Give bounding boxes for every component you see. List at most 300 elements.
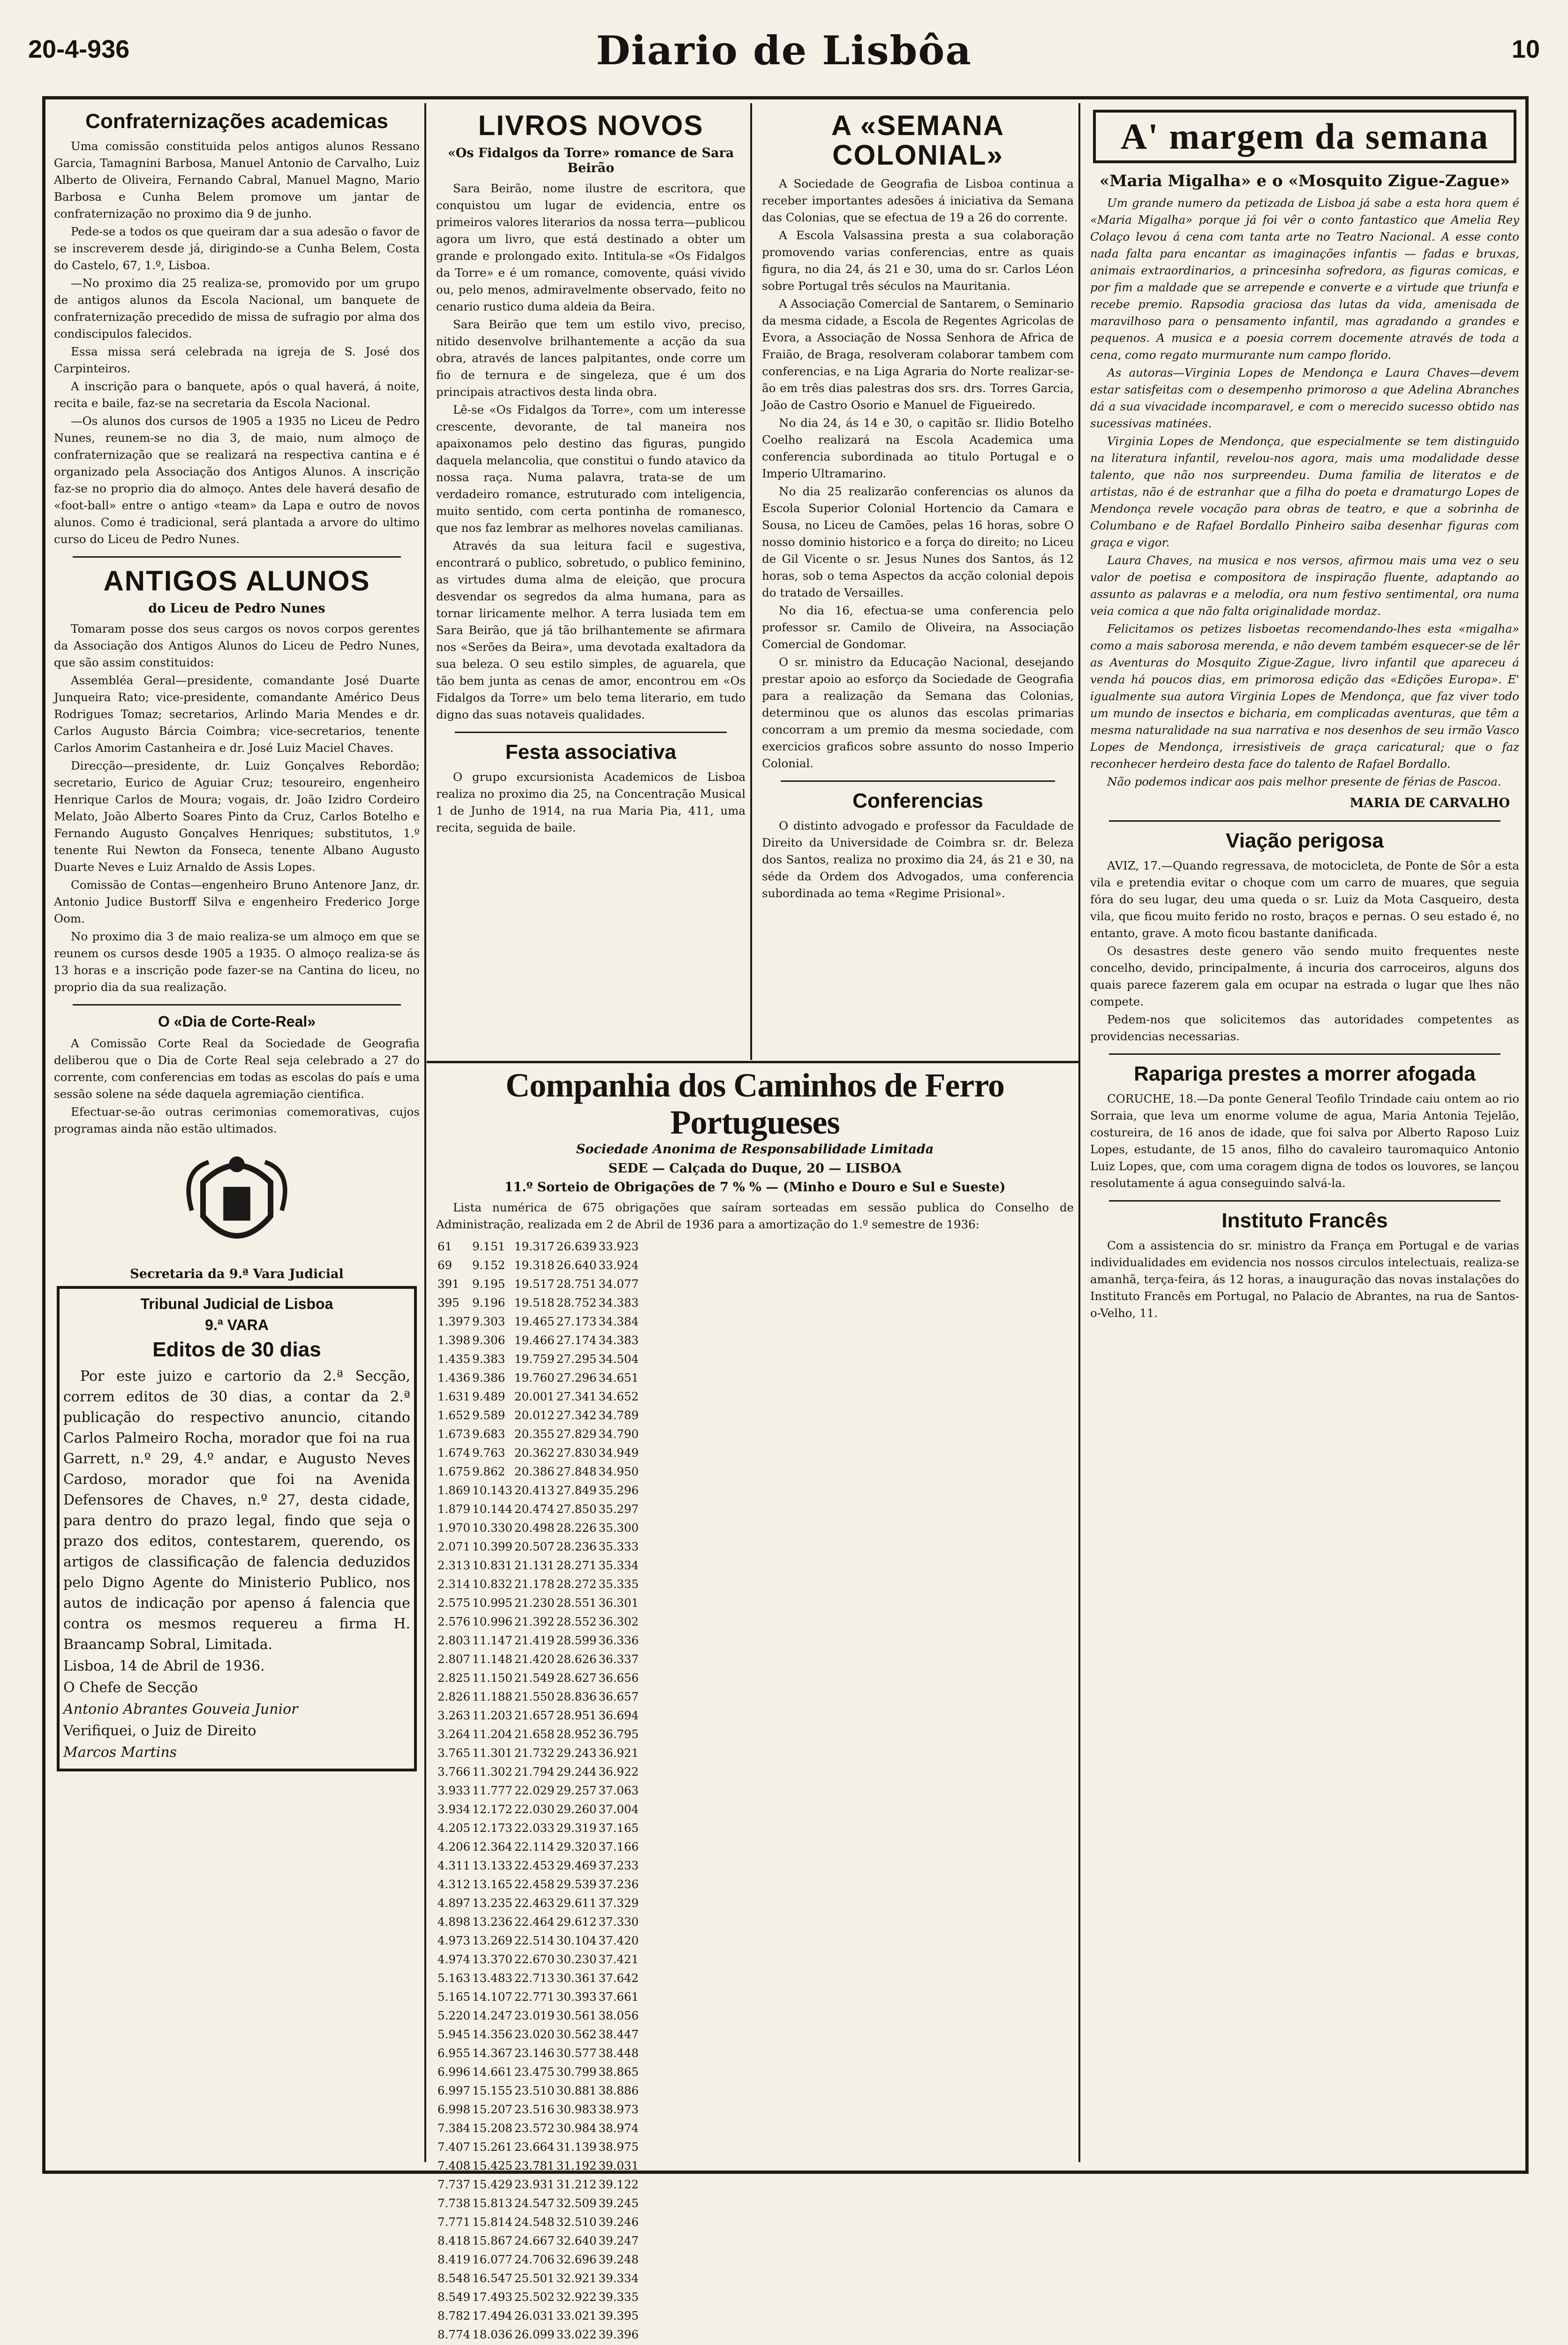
table-row bbox=[437, 1444, 639, 1462]
paragraph: Tomaram posse dos seus cargos os novos corpos gerentes da Associação dos Antigos Alunos do Liceu de Pedro Nunes, que são assim constituidos: bbox=[54, 621, 420, 669]
article-title-corte-real: O «Dia de Corte-Real» bbox=[158, 1013, 316, 1030]
bond-number-cell: 35.300 bbox=[598, 1520, 639, 1535]
paragraph: Os desastres deste genero vão sendo muito frequentes neste concelho, devido, principalmente, á incuria dos carroceiros, alguns dos quais parece fazerem gala em ocupar na estrada o lugar que lhes não compete. bbox=[1090, 944, 1519, 1008]
table-row bbox=[437, 1894, 639, 1912]
bond-number-cell: 35.335 bbox=[598, 1577, 639, 1591]
table-row bbox=[437, 2101, 639, 2118]
bond-number-cell: 11.204 bbox=[472, 1727, 513, 1741]
bond-number-cell: 33.923 bbox=[598, 1239, 639, 1253]
paragraph: A Escola Valsassina presta a sua colaboração promovendo varias conferencias, entre as quais figura, no dia 24, ás 21 e 30, uma do sr. Carlos Léon sobre Portugal três séculos na Mauritania. bbox=[762, 228, 1074, 293]
bond-number-cell: 4.897 bbox=[437, 1896, 471, 1910]
paragraph: Lista numérica de 675 obrigações que saíram sorteadas em sessão publica do Conselho de Administração, realizada em 2 de Abril de 1936 para a amortização do 1.º semestre de 1936: bbox=[436, 1200, 1074, 1231]
table-row bbox=[437, 1857, 639, 1875]
bond-number-cell: 32.509 bbox=[556, 2196, 597, 2210]
bond-number-cell: 30.577 bbox=[556, 2046, 597, 2060]
table-row bbox=[437, 2007, 639, 2025]
bond-number-cell: 23.019 bbox=[514, 2008, 555, 2022]
table-row bbox=[437, 1932, 639, 1950]
bond-number-cell: 1.397 bbox=[437, 1314, 471, 1328]
bond-number-cell: 31.192 bbox=[556, 2158, 597, 2172]
bond-number-cell: 10.996 bbox=[472, 1614, 513, 1628]
bond-number-cell: 35.296 bbox=[598, 1483, 639, 1497]
bond-number-cell: 39.247 bbox=[598, 2233, 639, 2247]
bond-number-cell: 16.077 bbox=[472, 2252, 513, 2266]
bond-number-cell: 36.921 bbox=[598, 1746, 639, 1760]
bond-number-table bbox=[436, 1237, 1074, 2345]
bond-number-cell: 4.312 bbox=[437, 1877, 471, 1891]
bond-number-cell: 4.206 bbox=[437, 1839, 471, 1853]
bond-number-cell: 9.306 bbox=[472, 1333, 505, 1347]
bond-number-cell: 30.561 bbox=[556, 2008, 597, 2022]
masthead: Diario de Lisbôa bbox=[596, 27, 972, 74]
table-row bbox=[437, 1725, 639, 1743]
column-rule-1 bbox=[424, 103, 426, 2162]
edital-signature: Antonio Abrantes Gouveia Junior bbox=[63, 1701, 298, 1717]
bond-number-cell: 37.166 bbox=[598, 1839, 639, 1853]
bond-number-cell: 37.642 bbox=[598, 1971, 639, 1985]
bond-number-cell: 36.922 bbox=[598, 1764, 639, 1778]
paragraph: Pede-se a todos os que queiram dar a sua adesão o favor de se inscreverem desde já, dirigindo-se a Cunha Belem, Costa do Castelo, 67, 1.º, Lisboa. bbox=[54, 225, 420, 272]
bond-number-cell: 4.311 bbox=[437, 1858, 471, 1872]
table-row bbox=[437, 1988, 639, 2006]
table-row bbox=[437, 1969, 639, 1987]
bond-number-cell: 36.795 bbox=[598, 1727, 639, 1741]
bond-number-cell: 1.398 bbox=[437, 1333, 471, 1347]
column-rule-2 bbox=[750, 103, 752, 1060]
company-title: Companhia dos Caminhos de Ferro Portugueses bbox=[505, 1067, 1004, 1142]
paragraph: A Sociedade de Geografia de Lisboa continua a receber importantes adesões á iniciativa da Semana das Colonias, que se efectua de 19 a 26 do corrente. bbox=[762, 177, 1074, 224]
bond-number-cell: 14.661 bbox=[472, 2065, 513, 2079]
column-3 bbox=[762, 108, 1074, 1055]
bond-number-cell: 29.611 bbox=[556, 1896, 597, 1910]
article-subtitle: «Os Fidalgos da Torre» romance de Sara Beirão bbox=[447, 146, 734, 176]
bond-number-cell: 9.151 bbox=[472, 1239, 505, 1253]
article-title-livros-novos: LIVROS NOVOS bbox=[478, 110, 704, 141]
bond-number-cell: 15.429 bbox=[472, 2177, 513, 2191]
bond-number-cell: 34.077 bbox=[598, 1277, 639, 1291]
bond-number-cell: 34.949 bbox=[598, 1445, 639, 1460]
bond-number-cell: 20.507 bbox=[514, 1539, 555, 1553]
bond-number-cell: 37.233 bbox=[598, 1858, 639, 1872]
bond-number-cell: 2.576 bbox=[437, 1614, 471, 1628]
table-row bbox=[437, 1350, 639, 1368]
bond-number-cell: 3.766 bbox=[437, 1764, 471, 1778]
table-row bbox=[437, 1632, 639, 1649]
bond-number-cell: 37.661 bbox=[598, 1989, 639, 2004]
bond-number-cell: 36.694 bbox=[598, 1708, 639, 1722]
bond-number-cell: 9.683 bbox=[472, 1427, 505, 1441]
bond-number-cell: 23.146 bbox=[514, 2046, 555, 2060]
bond-number-cell: 69 bbox=[437, 1258, 452, 1272]
divider bbox=[73, 1004, 401, 1006]
bond-number-cell: 15.867 bbox=[472, 2233, 513, 2247]
company-notice bbox=[436, 1067, 1074, 2341]
bond-number-cell: 28.751 bbox=[556, 1277, 597, 1291]
bond-number-cell: 38.973 bbox=[598, 2102, 639, 2116]
bond-number-cell: 10.832 bbox=[472, 1577, 513, 1591]
bond-number-cell: 34.383 bbox=[598, 1295, 639, 1309]
bond-number-cell: 35.333 bbox=[598, 1539, 639, 1553]
bond-number-cell: 20.413 bbox=[514, 1483, 555, 1497]
divider bbox=[781, 780, 1055, 782]
bond-number-cell: 5.163 bbox=[437, 1971, 471, 1985]
bond-number-cell: 11.777 bbox=[472, 1783, 513, 1797]
bond-number-cell: 29.260 bbox=[556, 1802, 597, 1816]
table-row bbox=[437, 1669, 639, 1687]
table-row bbox=[437, 1613, 639, 1631]
bond-number-cell: 28.236 bbox=[556, 1539, 597, 1553]
bond-number-cell: 22.453 bbox=[514, 1858, 555, 1872]
bond-number-cell: 21.658 bbox=[514, 1727, 555, 1741]
bond-number-cell: 39.395 bbox=[598, 2308, 639, 2322]
bond-number-cell: 33.924 bbox=[598, 1258, 639, 1272]
paragraph: AVIZ, 17.—Quando regressava, de motocicleta, de Ponte de Sôr a esta vila e pretendia evitar o choque com um carro de muares, que seguia fóra do seu lugar, deu uma queda o sr. Luiz da Mota Casqueiro, desta vila, que ficou muito ferido no rosto, braços e pernas. O seu estado é, no entanto, grave. A moto ficou bastante danificada. bbox=[1090, 858, 1519, 940]
article-title-rapariga: Rapariga prestes a morrer afogada bbox=[1134, 1062, 1476, 1085]
bond-number-cell: 20.474 bbox=[514, 1502, 555, 1516]
table-row bbox=[437, 2138, 639, 2156]
bond-number-cell: 3.933 bbox=[437, 1783, 471, 1797]
bond-number-cell: 36.337 bbox=[598, 1652, 639, 1666]
bond-number-cell: 15.155 bbox=[472, 2083, 513, 2097]
table-row bbox=[437, 2232, 639, 2250]
bond-number-cell: 38.974 bbox=[598, 2121, 639, 2135]
paragraph: A inscrição para o banquete, após o qual haverá, á noite, recita e baile, faz-se na secretaria da Escola Nacional. bbox=[54, 379, 420, 410]
bond-number-cell: 1.435 bbox=[437, 1352, 471, 1366]
table-row bbox=[437, 1538, 639, 1556]
paragraph: Essa missa será celebrada na igreja de S. José dos Carpinteiros. bbox=[54, 345, 420, 376]
bond-number-cell: 25.502 bbox=[514, 2290, 555, 2304]
bond-number-cell: 7.407 bbox=[437, 2140, 471, 2154]
bond-number-cell: 24.548 bbox=[514, 2215, 555, 2229]
bond-number-cell: 27.342 bbox=[556, 1408, 597, 1422]
bond-number-cell: 39.031 bbox=[598, 2158, 639, 2172]
bond-number-cell: 32.921 bbox=[556, 2271, 597, 2285]
bond-number-cell: 9.383 bbox=[472, 1352, 505, 1366]
bond-number-cell: 11.147 bbox=[472, 1633, 513, 1647]
bond-number-cell: 23.475 bbox=[514, 2065, 555, 2079]
bond-number-cell: 34.504 bbox=[598, 1352, 639, 1366]
bond-number-cell: 39.248 bbox=[598, 2252, 639, 2266]
column-1 bbox=[54, 108, 420, 2162]
bond-number-cell: 28.551 bbox=[556, 1596, 597, 1610]
bond-number-cell: 10.831 bbox=[472, 1558, 513, 1572]
bond-number-cell: 29.320 bbox=[556, 1839, 597, 1853]
article-subtitle: «Maria Migalha» e o «Mosquito Zigue-Zague» bbox=[1099, 171, 1510, 190]
secretaria-heading: Secretaria da 9.ª Vara Judicial bbox=[130, 1267, 344, 1282]
bond-number-cell: 395 bbox=[437, 1295, 460, 1309]
bond-number-cell: 21.549 bbox=[514, 1671, 555, 1685]
paragraph: As autoras—Virginia Lopes de Mendonça e Laura Chaves—devem estar satisfeitas com o desempenho primoroso a que Adelina Abranches dá a sua vivacidade incomparavel, e com o merecido sucesso obtido nas sucessivas matinées. bbox=[1090, 365, 1519, 430]
paragraph: Sara Beirão que tem um estilo vivo, preciso, nitido desenvolve brilhantemente a acção da sua obra, através de lances palpitantes, onde corre um fio de ternura e de singeleza, que é um dos principais atractivos desta linda obra. bbox=[436, 317, 746, 399]
bond-number-cell: 23.516 bbox=[514, 2102, 555, 2116]
column-2 bbox=[436, 108, 746, 1055]
bond-number-cell: 23.664 bbox=[514, 2140, 555, 2154]
bond-number-cell: 30.230 bbox=[556, 1952, 597, 1966]
table-row bbox=[437, 1594, 639, 1612]
bond-number-cell: 28.272 bbox=[556, 1577, 597, 1591]
bond-number-cell: 5.220 bbox=[437, 2008, 471, 2022]
bond-number-cell: 34.790 bbox=[598, 1427, 639, 1441]
bond-number-cell: 28.627 bbox=[556, 1671, 597, 1685]
bond-number-cell: 19.317 bbox=[514, 1239, 555, 1253]
divider bbox=[1109, 820, 1500, 822]
bond-number-cell: 37.004 bbox=[598, 1802, 639, 1816]
bond-number-cell: 12.364 bbox=[472, 1839, 513, 1853]
bond-number-cell: 1.674 bbox=[437, 1445, 471, 1460]
paragraph: Pedem-nos que solicitemos das autoridades competentes as providencias necessarias. bbox=[1090, 1012, 1519, 1043]
bond-number-cell: 29.319 bbox=[556, 1821, 597, 1835]
bond-number-cell: 38.865 bbox=[598, 2065, 639, 2079]
table-row bbox=[437, 1313, 639, 1331]
bond-number-cell: 29.243 bbox=[556, 1746, 597, 1760]
table-row bbox=[437, 2307, 639, 2325]
bond-number-cell: 2.803 bbox=[437, 1633, 471, 1647]
table-row bbox=[437, 1575, 639, 1593]
column-4 bbox=[1090, 108, 1519, 2162]
bond-number-cell: 20.355 bbox=[514, 1427, 555, 1441]
bond-number-cell: 38.056 bbox=[598, 2008, 639, 2022]
bond-number-cell: 11.148 bbox=[472, 1652, 513, 1666]
bond-number-cell: 39.334 bbox=[598, 2271, 639, 2285]
paragraph: O grupo excursionista Academicos de Lisboa realiza no proximo dia 25, na Concentração Musical 1 de Junho de 1914, na rua Maria Pia, 411, uma recita, seguida de baile. bbox=[436, 770, 746, 834]
bond-number-cell: 34.651 bbox=[598, 1370, 639, 1384]
bond-number-cell: 24.667 bbox=[514, 2233, 555, 2247]
bond-number-cell: 1.879 bbox=[437, 1502, 471, 1516]
bond-number-cell: 23.572 bbox=[514, 2121, 555, 2135]
bond-number-cell: 21.392 bbox=[514, 1614, 555, 1628]
bond-number-cell: 11.188 bbox=[472, 1689, 513, 1703]
table-row bbox=[437, 1256, 639, 1274]
bond-number-cell: 2.825 bbox=[437, 1671, 471, 1685]
bond-number-cell: 4.974 bbox=[437, 1952, 471, 1966]
table-row bbox=[437, 1238, 639, 1256]
bond-number-cell: 23.781 bbox=[514, 2158, 555, 2172]
bond-number-cell: 20.498 bbox=[514, 1520, 555, 1535]
bond-number-cell: 25.501 bbox=[514, 2271, 555, 2285]
bond-number-cell: 22.029 bbox=[514, 1783, 555, 1797]
table-row bbox=[437, 1519, 639, 1537]
article-title-conferencias: Conferencias bbox=[852, 789, 983, 812]
paragraph: Através da sua leitura facil e sugestiva, encontrará o publico, sobretudo, o publico feminino, as virtudes duma alma de eleição, que procura desvendar os segredos da alma humana, para as tornar liricamente melhor. A terra lusiada tem em Sara Beirão, que já tão brilhantemente se afirmara nos «Serões da Beira», uma devotada exaltadora da sua beleza. O seu estilo simples, de aguarela, que tão bem junta as cenas de amor, encontrou em «Os Fidalgos da Torre» um belo tema literario, em tudo digno das suas notaveis qualidades. bbox=[436, 538, 746, 721]
bond-number-cell: 22.771 bbox=[514, 1989, 555, 2004]
bond-number-cell: 21.550 bbox=[514, 1689, 555, 1703]
bond-number-cell: 9.195 bbox=[472, 1277, 505, 1291]
bond-number-cell: 38.975 bbox=[598, 2140, 639, 2154]
page-header bbox=[0, 0, 1568, 80]
bond-number-cell: 29.612 bbox=[556, 1914, 597, 1929]
bond-number-cell: 26.640 bbox=[556, 1258, 597, 1272]
bond-number-cell: 23.020 bbox=[514, 2027, 555, 2041]
bond-number-cell: 26.639 bbox=[556, 1239, 597, 1253]
bond-number-cell: 29.257 bbox=[556, 1783, 597, 1797]
bond-number-cell: 17.493 bbox=[472, 2290, 513, 2304]
bond-number-cell: 30.104 bbox=[556, 1933, 597, 1947]
bond-number-cell: 8.782 bbox=[437, 2308, 471, 2322]
bond-number-cell: 13.370 bbox=[472, 1952, 513, 1966]
bond-number-cell: 2.314 bbox=[437, 1577, 471, 1591]
bond-number-cell: 27.296 bbox=[556, 1370, 597, 1384]
bond-number-cell: 7.738 bbox=[437, 2196, 471, 2210]
bond-number-cell: 17.494 bbox=[472, 2308, 513, 2322]
bond-number-cell: 27.174 bbox=[556, 1333, 597, 1347]
edital-judge: Marcos Martins bbox=[63, 1744, 177, 1761]
table-row bbox=[437, 2251, 639, 2269]
bond-number-cell: 22.114 bbox=[514, 1839, 555, 1853]
bond-number-cell: 37.329 bbox=[598, 1896, 639, 1910]
bond-number-cell: 28.626 bbox=[556, 1652, 597, 1666]
bond-number-cell: 36.336 bbox=[598, 1633, 639, 1647]
company-draw: 11.º Sorteio de Obrigações de 7 % % — (Minho e Douro e Sul e Sueste) bbox=[504, 1180, 1006, 1195]
bond-number-cell: 38.886 bbox=[598, 2083, 639, 2097]
bond-number-cell: 27.173 bbox=[556, 1314, 597, 1328]
bond-number-cell: 35.334 bbox=[598, 1558, 639, 1572]
table-row bbox=[437, 1369, 639, 1387]
table-row bbox=[437, 1876, 639, 1893]
paragraph: —Os alunos dos cursos de 1905 a 1935 no Liceu de Pedro Nunes, reunem-se no dia 3, de maio, num almoço de confraternização que se realizará na respectiva cantina e é organizado pela Associação dos Antigos Alunos. A inscrição faz-se no proprio dia do almoço. Antes dele haverá desafio de «foot-ball» entre o antigo «team» da Lapa e outro de novos alunos. Como é tradicional, será plantada a arvore do ultimo curso do Liceu de Pedro Nunes. bbox=[54, 414, 420, 546]
bond-number-cell: 30.799 bbox=[556, 2065, 597, 2079]
bond-number-cell: 39.246 bbox=[598, 2215, 639, 2229]
bond-number-cell: 4.898 bbox=[437, 1914, 471, 1929]
bond-number-cell: 34.652 bbox=[598, 1389, 639, 1403]
edital-role: O Chefe de Secção bbox=[63, 1679, 198, 1696]
bond-number-cell: 12.173 bbox=[472, 1821, 513, 1835]
bond-number-cell: 28.552 bbox=[556, 1614, 597, 1628]
bond-number-cell: 39.245 bbox=[598, 2196, 639, 2210]
bond-number-cell: 39.335 bbox=[598, 2290, 639, 2304]
bond-number-cell: 32.922 bbox=[556, 2290, 597, 2304]
bond-number-cell: 1.675 bbox=[437, 1464, 471, 1478]
bond-number-cell: 36.657 bbox=[598, 1689, 639, 1703]
bond-number-cell: 29.469 bbox=[556, 1858, 597, 1872]
bond-number-cell: 9.589 bbox=[472, 1408, 505, 1422]
bond-number-cell: 20.386 bbox=[514, 1464, 555, 1478]
table-row bbox=[437, 1744, 639, 1762]
table-row bbox=[437, 1482, 639, 1499]
bond-number-cell: 14.356 bbox=[472, 2027, 513, 2041]
bond-number-cell: 19.466 bbox=[514, 1333, 555, 1347]
bond-number-cell: 36.302 bbox=[598, 1614, 639, 1628]
bond-number-cell: 39.122 bbox=[598, 2177, 639, 2191]
bond-number-cell: 15.207 bbox=[472, 2102, 513, 2116]
bond-number-cell: 37.236 bbox=[598, 1877, 639, 1891]
bond-number-cell: 15.813 bbox=[472, 2196, 513, 2210]
paragraph: O distinto advogado e professor da Faculdade de Direito da Universidade de Coimbra sr. dr. Beleza dos Santos, realiza no proximo dia 24, ás 21 e 30, na séde da Ordem dos Advogados, uma conferencia subordinada ao tema «Regime Prisional». bbox=[762, 819, 1074, 900]
bond-number-cell: 1.652 bbox=[437, 1408, 471, 1422]
table-row bbox=[437, 2194, 639, 2212]
bond-number-cell: 21.732 bbox=[514, 1746, 555, 1760]
paragraph: Efectuar-se-ão outras cerimonias comemorativas, cujos programas ainda não estão ultimados. bbox=[54, 1105, 420, 1136]
article-title-confraternizacoes: Confraternizações academicas bbox=[85, 110, 388, 133]
bond-number-cell: 38.447 bbox=[598, 2027, 639, 2041]
bond-number-cell: 10.995 bbox=[472, 1596, 513, 1610]
bond-number-cell: 20.001 bbox=[514, 1389, 555, 1403]
bond-number-cell: 22.670 bbox=[514, 1952, 555, 1966]
bond-number-cell: 11.301 bbox=[472, 1746, 513, 1760]
author-signature: MARIA DE CARVALHO bbox=[1349, 795, 1510, 810]
bond-number-cell: 35.297 bbox=[598, 1502, 639, 1516]
bond-number-cell: 22.458 bbox=[514, 1877, 555, 1891]
bond-number-cell: 5.945 bbox=[437, 2027, 471, 2041]
bond-number-cell: 14.367 bbox=[472, 2046, 513, 2060]
bond-number-cell: 30.562 bbox=[556, 2027, 597, 2041]
bond-number-cell: 37.063 bbox=[598, 1783, 639, 1797]
divider bbox=[455, 732, 727, 733]
bond-number-cell: 21.657 bbox=[514, 1708, 555, 1722]
table-row bbox=[437, 1782, 639, 1800]
bond-number-cell: 39.396 bbox=[598, 2327, 639, 2341]
bond-number-cell: 32.696 bbox=[556, 2252, 597, 2266]
bond-number-cell: 9.763 bbox=[472, 1445, 505, 1460]
bond-number-cell: 21.131 bbox=[514, 1558, 555, 1572]
article-title-viacao: Viação perigosa bbox=[1226, 829, 1384, 852]
table-row bbox=[437, 1425, 639, 1443]
column-title: A' margem da semana bbox=[1120, 116, 1489, 157]
bond-number-cell: 21.420 bbox=[514, 1652, 555, 1666]
bond-number-cell: 19.318 bbox=[514, 1258, 555, 1272]
table-row bbox=[437, 2269, 639, 2287]
bond-number-cell: 11.203 bbox=[472, 1708, 513, 1722]
issue-date: 20-4-936 bbox=[28, 35, 130, 63]
table-row bbox=[437, 1294, 639, 1312]
bond-number-cell: 7.384 bbox=[437, 2121, 471, 2135]
edital-box bbox=[57, 1286, 417, 1771]
coat-of-arms-icon bbox=[181, 1149, 293, 1261]
bond-number-cell: 22.463 bbox=[514, 1896, 555, 1910]
bond-number-cell: 12.172 bbox=[472, 1802, 513, 1816]
horizontal-rule-company bbox=[427, 1061, 1078, 1063]
bond-number-cell: 20.012 bbox=[514, 1408, 555, 1422]
bond-number-cell: 19.465 bbox=[514, 1314, 555, 1328]
bond-number-cell: 1.436 bbox=[437, 1370, 471, 1384]
bond-number-cell: 61 bbox=[437, 1239, 452, 1253]
bond-number-cell: 22.713 bbox=[514, 1971, 555, 1985]
bond-number-cell: 30.361 bbox=[556, 1971, 597, 1985]
table-row bbox=[437, 2213, 639, 2231]
bond-number-cell: 27.341 bbox=[556, 1389, 597, 1403]
bond-number-cell: 10.330 bbox=[472, 1520, 513, 1535]
table-row bbox=[437, 1707, 639, 1725]
bond-number-cell: 13.269 bbox=[472, 1933, 513, 1947]
table-row bbox=[437, 2288, 639, 2306]
bond-number-cell: 28.226 bbox=[556, 1520, 597, 1535]
bond-number-cell: 26.031 bbox=[514, 2308, 555, 2322]
bond-number-cell: 28.752 bbox=[556, 1295, 597, 1309]
bond-number-cell: 23.931 bbox=[514, 2177, 555, 2191]
bond-number-cell: 30.393 bbox=[556, 1989, 597, 2004]
vara-heading: 9.ª VARA bbox=[205, 1316, 269, 1334]
table-row bbox=[437, 1951, 639, 1968]
bond-number-cell: 9.386 bbox=[472, 1370, 505, 1384]
bond-number-cell: 5.165 bbox=[437, 1989, 471, 2004]
article-title-antigos-alunos: ANTIGOS ALUNOS bbox=[103, 565, 370, 597]
table-row bbox=[437, 1688, 639, 1706]
bond-number-cell: 15.208 bbox=[472, 2121, 513, 2135]
bond-number-cell: 9.196 bbox=[472, 1295, 505, 1309]
bond-number-cell: 13.236 bbox=[472, 1914, 513, 1929]
bond-number-cell: 1.869 bbox=[437, 1483, 471, 1497]
paragraph: Por este juizo e cartorio da 2.ª Secção, correm editos de 30 dias, a contar da 2.ª publicação do respectivo anuncio, citando Carlos Palmeiro Rocha, morador que foi na rua Garrett, n.º 29, 4.º andar, e Augusto Neves Cardoso, morador que foi na Avenida Defensores de Chaves, n.º 27, desta cidade, para dentro do prazo legal, findo que seja o prazo dos editos, contestarem, querendo, os artigos de classificação de falencia deduzidos pelo Digno Agente do Ministerio Publico, nos autos de indicação por apenso á falencia que contra os mesmos requereu a firma H. Braancamp Sobral, Limitada. bbox=[63, 1368, 410, 1653]
bond-number-cell: 3.263 bbox=[437, 1708, 471, 1722]
divider bbox=[73, 556, 401, 558]
bond-number-cell: 33.021 bbox=[556, 2308, 597, 2322]
bond-number-cell: 6.998 bbox=[437, 2102, 471, 2116]
column-rule-3 bbox=[1078, 103, 1080, 2162]
paragraph: Uma comissão constituida pelos antigos alunos Ressano Garcia, Tamagnini Barbosa, Manuel Antonio de Carvalho, Luiz Alberto de Oliveira, Fernando Cabral, Manuel Magno, Mario Barbosa e Cunha Belem promove um jantar de confraternização no proximo dia 9 de junho. bbox=[54, 139, 420, 221]
bond-number-cell: 21.230 bbox=[514, 1596, 555, 1610]
table-row bbox=[437, 1819, 639, 1837]
bond-number-cell: 1.970 bbox=[437, 1520, 471, 1535]
tribunal-heading: Tribunal Judicial de Lisboa bbox=[140, 1295, 333, 1312]
